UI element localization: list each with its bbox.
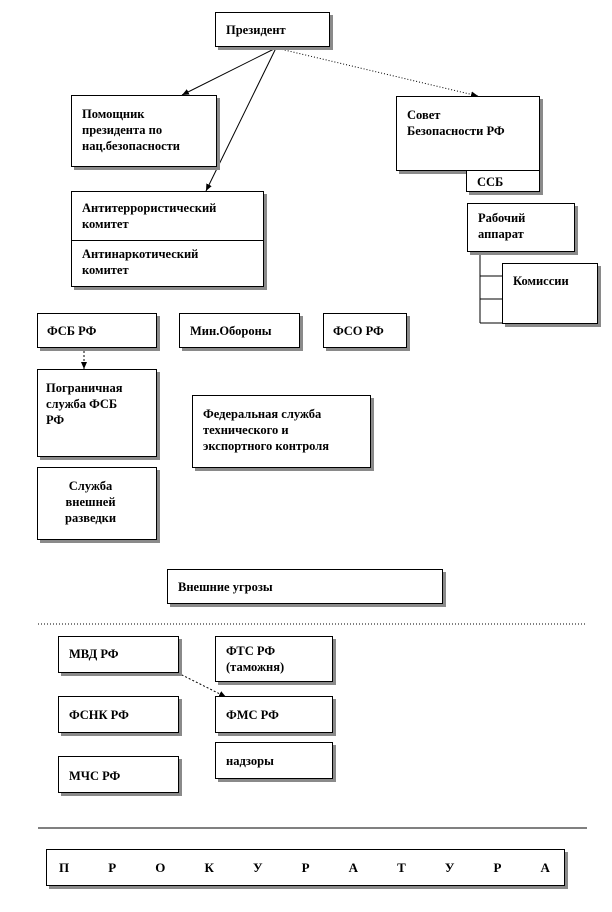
mvd-box — [58, 636, 179, 673]
committees-box — [71, 191, 264, 287]
commissions-box — [502, 263, 598, 324]
president-label: Президент — [226, 23, 286, 37]
prosecutor-box — [46, 849, 565, 886]
mchs-label: МЧС РФ — [69, 769, 121, 783]
ssb-label: ССБ — [477, 175, 504, 189]
prosecutor-letter: У — [252, 859, 263, 875]
fsb-label: ФСБ РФ — [47, 324, 97, 338]
prosecutor-letter: Р — [108, 859, 117, 875]
arrow-president-to-council — [276, 48, 478, 96]
antidrug-label: Антинаркотический комитет — [82, 247, 199, 277]
antiterror-label: Антитеррористический комитет — [82, 201, 217, 231]
mvd-label: МВД РФ — [69, 647, 119, 661]
prosecutor-letter: К — [204, 859, 214, 875]
prosecutor-letter: А — [540, 859, 550, 875]
prosecutor-letter: У — [444, 859, 455, 875]
ssb-box — [466, 170, 540, 192]
svr-box — [37, 467, 157, 540]
security-council-box — [396, 96, 540, 171]
external-threats-label: Внешние угрозы — [178, 580, 273, 594]
fms-label: ФМС РФ — [226, 708, 279, 722]
prosecutor-letter: А — [348, 859, 358, 875]
working-apparatus-box — [467, 203, 575, 252]
svr-label: Служба внешней разведки — [65, 479, 117, 525]
prosecutor-letter: П — [59, 859, 70, 875]
president-box — [215, 12, 330, 47]
aide-box — [71, 95, 217, 167]
prosecutor-letter: Т — [397, 859, 406, 875]
arrow-president-to-aide — [182, 48, 276, 95]
fsnk-label: ФСНК РФ — [69, 708, 129, 722]
supervision-label: надзоры — [226, 754, 274, 768]
fso-box — [323, 313, 407, 348]
fstek-box — [192, 395, 371, 468]
fsb-box — [37, 313, 157, 348]
border-service-label: Пограничная служба ФСБ РФ — [46, 381, 123, 427]
prosecutor-letter: О — [155, 859, 166, 875]
security-council-label: Совет Безопасности РФ — [407, 108, 505, 138]
min-defense-label: Мин.Обороны — [190, 324, 272, 338]
fms-box — [215, 696, 333, 733]
fts-box — [215, 636, 333, 682]
commissions-label: Комиссии — [513, 274, 569, 288]
fsnk-box — [58, 696, 179, 733]
aide-label: Помощник президента по нац.безопасности — [82, 107, 180, 153]
min-defense-box — [179, 313, 300, 348]
prosecutor-letter: Р — [493, 859, 502, 875]
prosecutor-letter: Р — [301, 859, 310, 875]
committees-divider — [72, 240, 263, 241]
mchs-box — [58, 756, 179, 793]
fstek-label: Федеральная служба технического и экспортного контроля — [203, 407, 330, 453]
working-apparatus-label: Рабочий аппарат — [478, 211, 526, 241]
fso-label: ФСО РФ — [333, 324, 384, 338]
fts-label: ФТС РФ (таможня) — [226, 644, 285, 674]
external-threats-box — [167, 569, 443, 604]
supervision-box — [215, 742, 333, 779]
border-service-box — [37, 369, 157, 457]
